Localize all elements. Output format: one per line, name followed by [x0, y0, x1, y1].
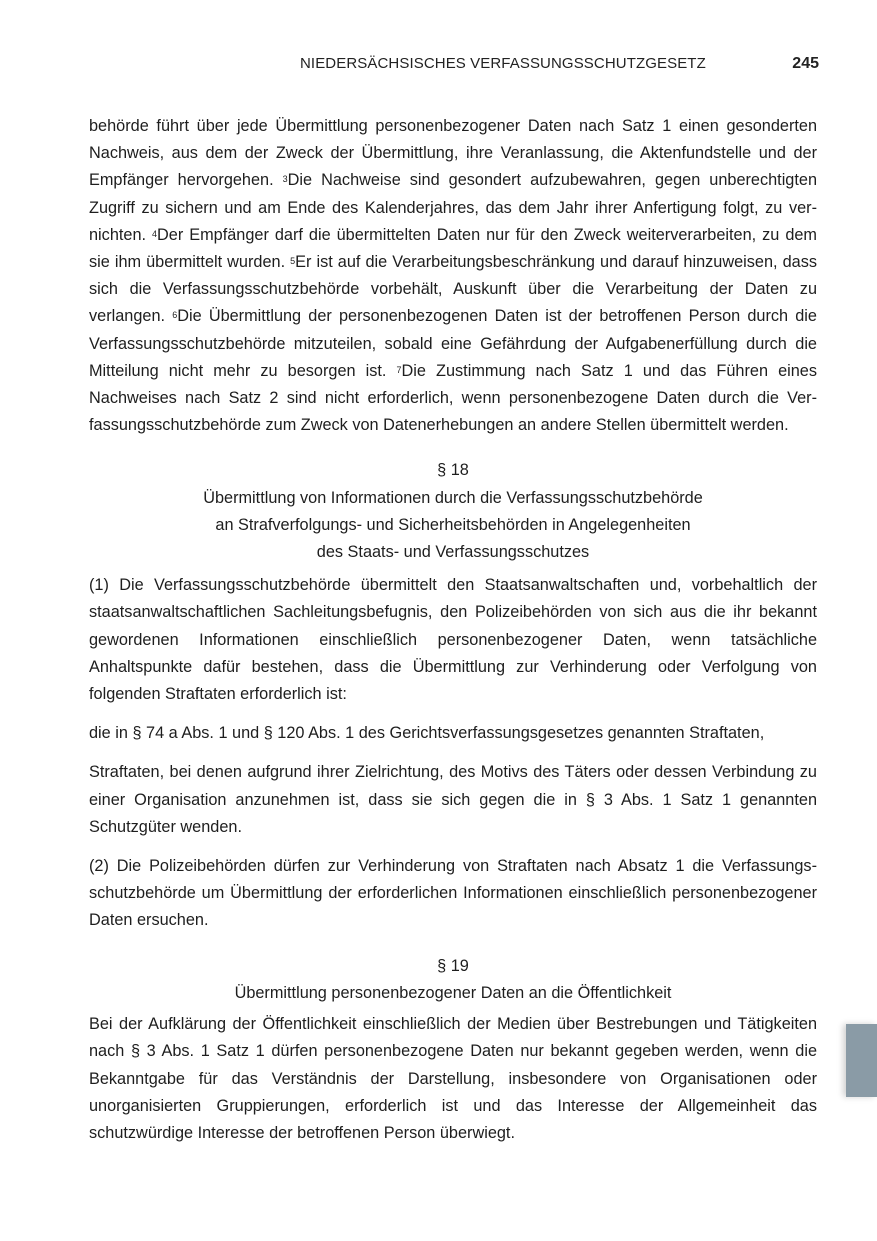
- sentence-text: Die Nachweise sind gesondert aufzubewahren, gegen unberechtigten Zugriff zu sichern und am Ende des Kalenderjahres, das dem Jahr ihrer Anfertigung folgt, zu vernichten.: [89, 171, 817, 244]
- section-18-paragraph-2: (2) Die Polizeibehörden dürfen zur Verhinderung von Straftaten nach Absatz 1 die Verfassungsschutzbehörde um Übermittlung der erforderlichen Informationen einschließlich personenbezogener Daten ersuchen.: [89, 857, 817, 930]
- page-number: 245: [792, 55, 819, 72]
- page-header: [0, 55, 877, 79]
- sentence-number: 7: [396, 364, 402, 375]
- section-18-paragraph-1: (1) Die Verfassungsschutzbehörde übermittelt den Staatsanwaltschaften und, vorbehaltlich der staatsanwaltschaftlichen Sachleitungsbefugnis, den Polizeibehörden von sich aus die ihr bekannt gewordenen Informationen einschließlich personenbezogener Daten, wenn tatsächliche Anhaltspunkte dafür bestehen, dass die Übermittlung zur Verhinderung oder Verfolgung von folgenden Straftaten erforderlich ist:: [89, 576, 817, 704]
- section-18-heading: [89, 457, 817, 566]
- sentence-text: Die Zustimmung nach Satz 1 und das Führen eines Nachweises nach Satz 2 sind nicht erforderlich, wenn personenbezogene Daten durch die Verfassungsschutzbehörde zum Zweck von Datenerhebungen an andere Stellen übermittelt werden.: [89, 361, 817, 435]
- section-19-paragraph-1: Bei der Aufklärung der Öffentlichkeit einschließlich der Medien über Bestrebungen und Tätigkeiten nach § 3 Abs. 1 Satz 1 dürfen personenbezogene Daten nur bekannt gegeben werden, wenn die Bekanntgabe für das Verständnis der Darstellung, insbesondere von Organisationen oder unorganisierten Gruppierungen, erforderlich ist und das Interesse der Allgemeinheit das schutzwürdige Interesse der betroffenen Person überwiegt.: [89, 1015, 817, 1142]
- section-title-line: an Strafverfolgungs- und Sicherheitsbehörden in Angelegenheiten: [215, 515, 691, 534]
- section-18-item-1: die in § 74 a Abs. 1 und § 120 Abs. 1 des Gerichtsverfassungsgesetzes genannten Straftaten,: [89, 724, 765, 743]
- running-title: NIEDERSÄCHSISCHES VERFASSUNGSSCHUTZGESETZ: [300, 55, 706, 72]
- section-number: § 18: [437, 461, 469, 480]
- sentence-number: 5: [290, 256, 296, 267]
- page-content: [89, 113, 817, 1147]
- sentence-number: 3: [282, 174, 288, 185]
- section-title-line: Übermittlung von Informationen durch die Verfassungsschutzbehörde: [203, 488, 703, 507]
- section-number: § 19: [437, 956, 469, 975]
- section-title-line: Übermittlung personenbezogener Daten an die Öffentlichkeit: [234, 983, 672, 1002]
- section-18-item-2: Straftaten, bei denen aufgrund ihrer Zielrichtung, des Motivs des Täters oder dessen Verbindung zu einer Organisation anzunehmen ist, dass sie sich gegen die in § 3 Abs. 1 Satz 1 genannten Schutzgüter wenden.: [89, 763, 817, 836]
- sentence-text: behörde führt über jede Übermittlung personenbezogener Daten nach Satz 1 einen gesonderten Nachweis, aus dem der Zweck der Übermittlung, ihre Veranlassung, die Aktenfundstelle und der Empfänger hervorgehen.: [89, 117, 817, 190]
- sentence-number: 4: [152, 228, 158, 239]
- section-19-heading: [89, 953, 817, 1007]
- sentence-number: 6: [172, 310, 178, 321]
- sentence-text: Der Empfänger darf die übermittelten Daten nur für den Zweck weiterverarbeiten, zu dem sie ihm übermittelt wurden.: [89, 225, 817, 272]
- sentence-text: Die Übermittlung der personenbezogenen Daten ist der betroffenen Person durch die Verfassungsschutzbehörde mitzuteilen, sobald eine Gefährdung der Aufgabenerfüllung durch die Mitteilung nicht mehr zu besorgen ist.: [89, 307, 817, 380]
- sentence-text: Er ist auf die Verarbeitungsbeschränkung und darauf hinzuweisen, dass sich die Verfassungsschutzbehörde vorbehält, Auskunft über die Verarbeitung der Daten zu verlangen.: [89, 253, 817, 326]
- section-title-line: des Staats- und Verfassungsschutzes: [316, 543, 590, 562]
- continuation-paragraph: [89, 113, 817, 439]
- chapter-thumb-tab: [846, 1024, 877, 1097]
